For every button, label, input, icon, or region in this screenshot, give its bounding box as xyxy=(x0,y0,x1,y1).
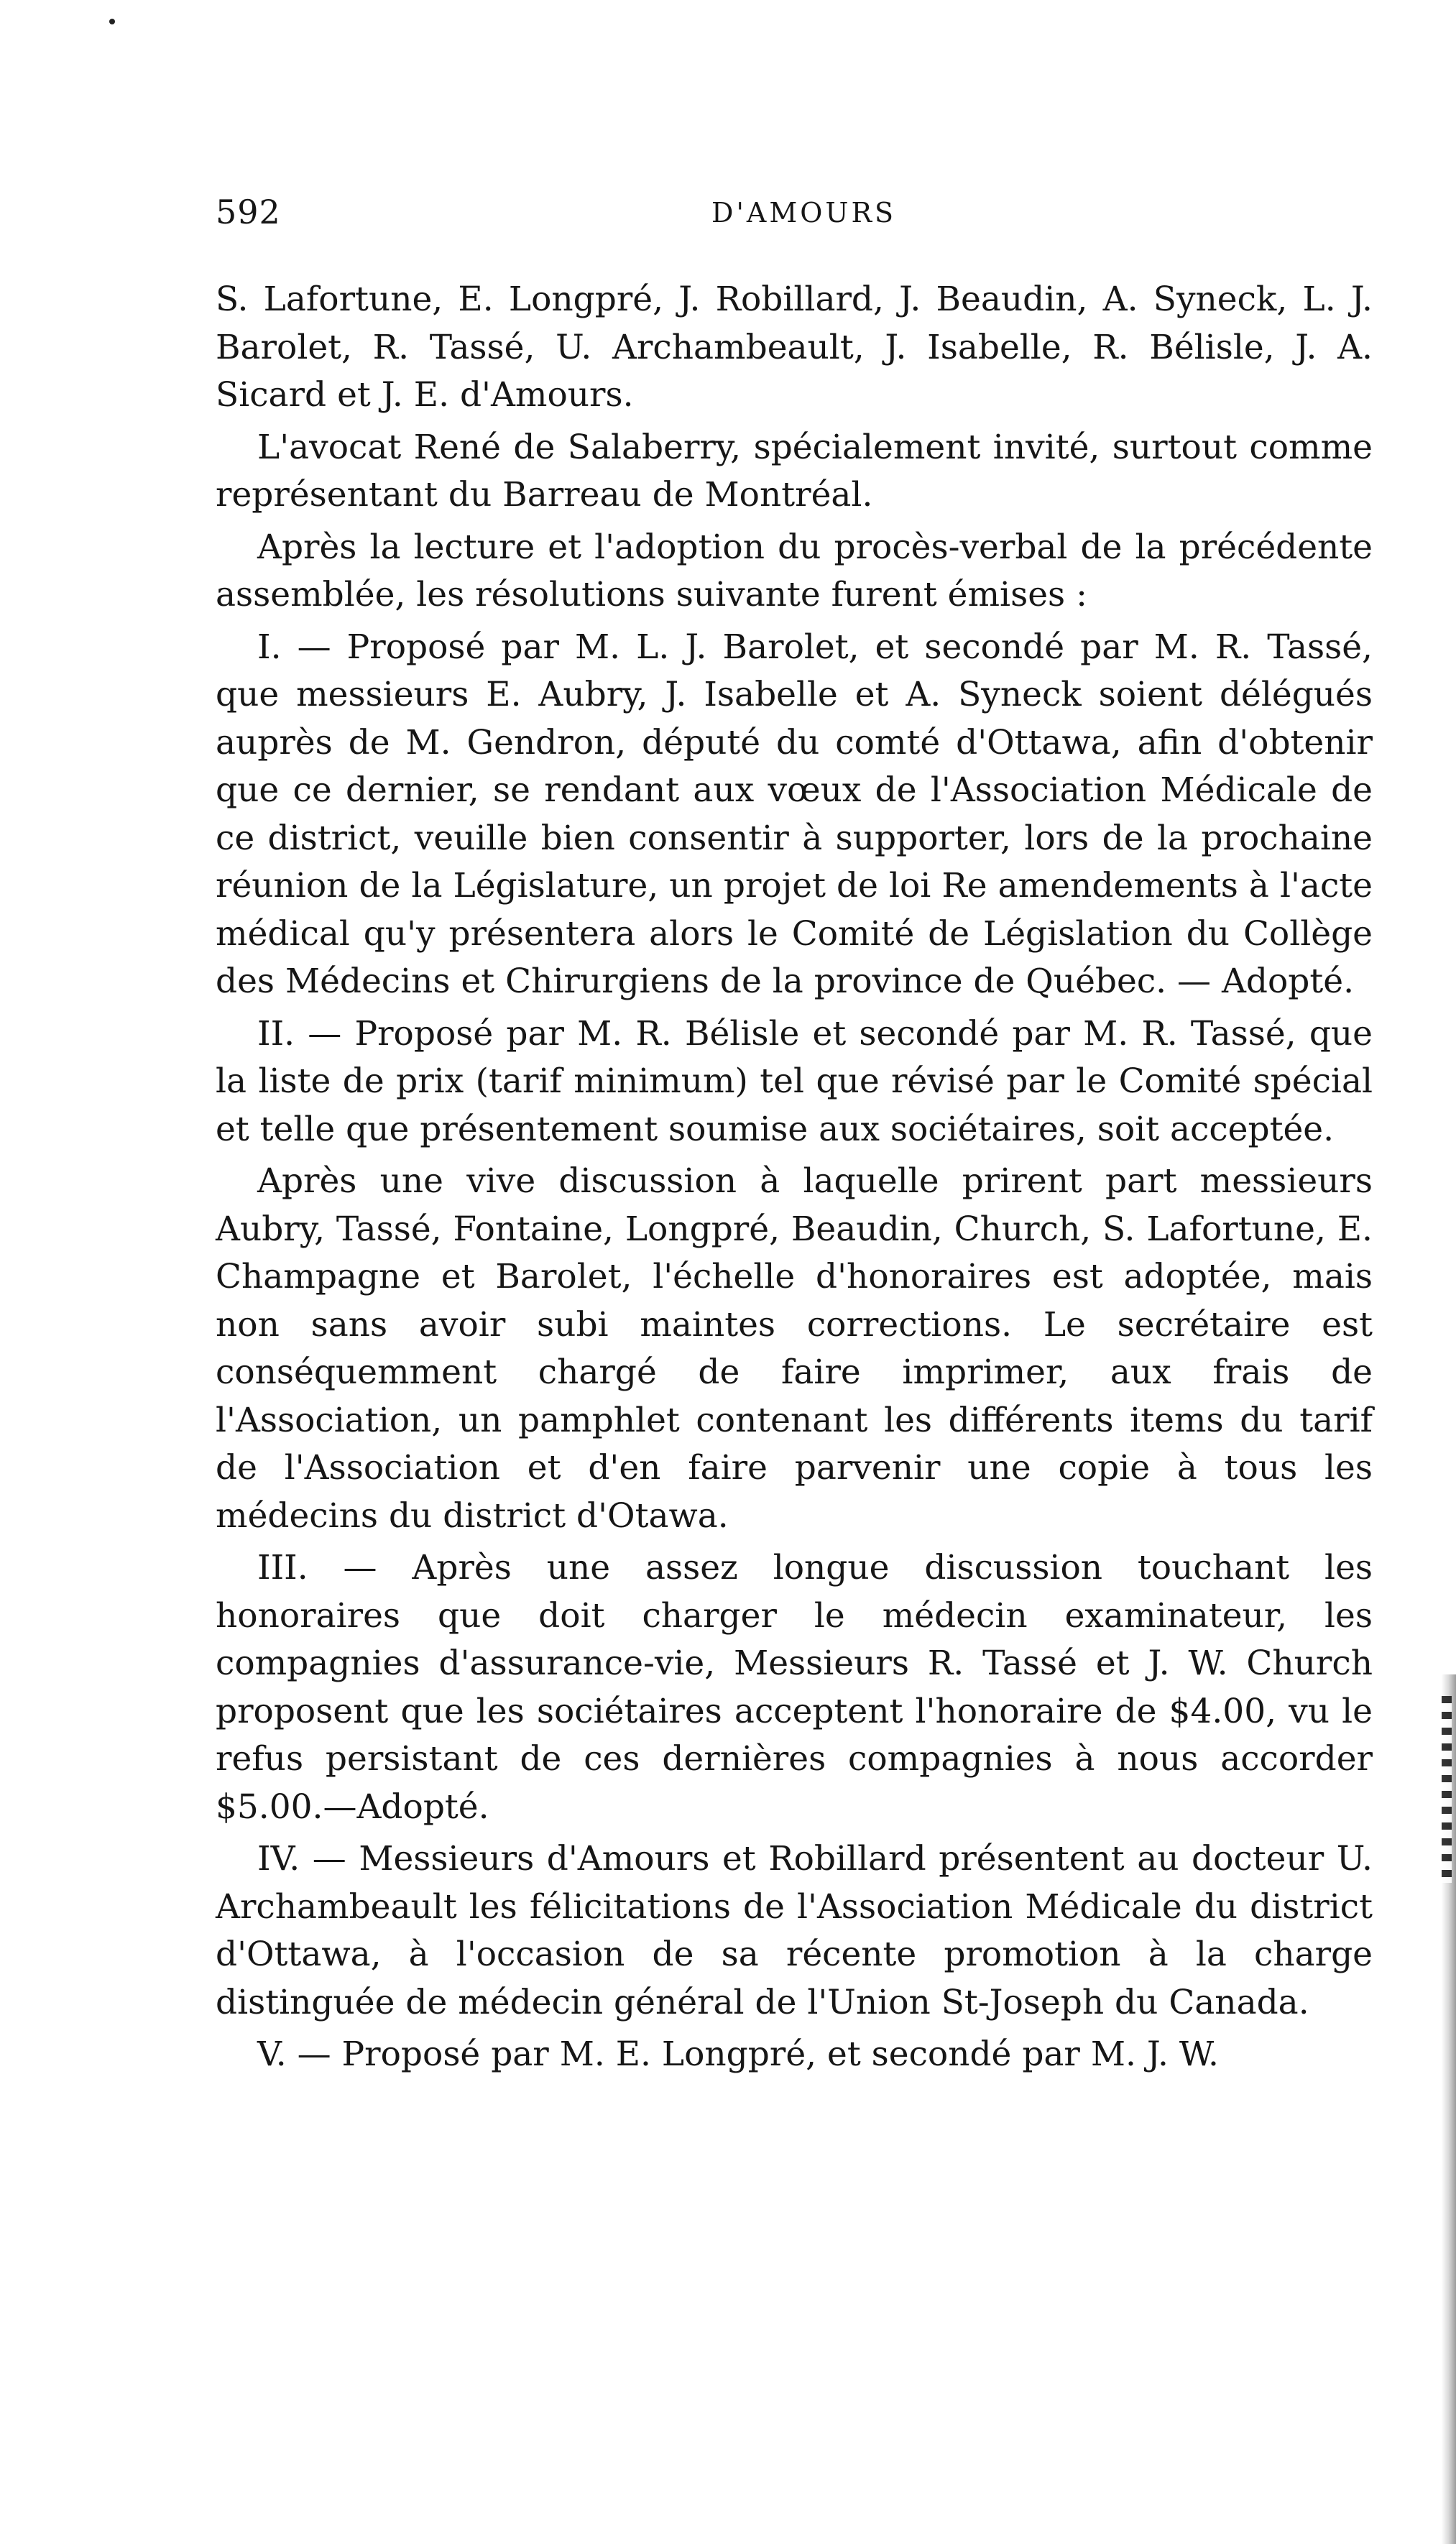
minutes-paragraph: Après la lecture et l'adoption du procès-verbal de la précédente assemblée, les résolutions suivante furent émises : xyxy=(216,527,1373,614)
resolution-5: V. — Proposé par M. E. Longpré, et secondé par M. J. W. xyxy=(257,2034,1219,2074)
page-body xyxy=(216,276,1373,2083)
resolution-4: IV. — Messieurs d'Amours et Robillard présentent au docteur U. Archambeault les félicitations de l'Association Médicale du district d'Ottawa, à l'occasion de sa récente promotion à la charge distinguée de médecin général de l'Union St-Joseph du Canada. xyxy=(216,1839,1373,2022)
ink-speck xyxy=(109,19,115,24)
page-number: 592 xyxy=(216,193,281,231)
page-header xyxy=(216,193,1365,243)
attendees-paragraph: S. Lafortune, E. Longpré, J. Robillard, J. Beaudin, A. Syneck, L. J. Barolet, R. Tassé, U. Archambeault, J. Isabelle, R. Bélisle, J. A. Sicard et J. E. d'Amours. xyxy=(216,280,1373,415)
binding-marks xyxy=(1442,1696,1452,1883)
resolution-2: II. — Proposé par M. R. Bélisle et secondé par M. R. Tassé, que la liste de prix (tarif minimum) tel que révisé par le Comité spécial et telle que présentement soumise aux sociétaires, soit acceptée. xyxy=(216,1013,1373,1149)
running-head: D'AMOURS xyxy=(711,197,897,229)
resolution-1: I. — Proposé par M. L. J. Barolet, et secondé par M. R. Tassé, que messieurs E. Aubry, J. Isabelle et A. Syneck soient délégués auprès de M. Gendron, député du comté d'Ottawa, afin d'obtenir que ce dernier, se rendant aux vœux de l'Association Médicale de ce district, veuille bien consentir à supporter, lors de la prochaine réunion de la Législature, un projet de loi Re amendements à l'acte médical qu'y présentera alors le Comité de Législation du Collège des Médecins et Chirurgiens de la province de Québec. — Adopté. xyxy=(216,627,1373,1001)
discussion-paragraph: Après une vive discussion à laquelle prirent part messieurs Aubry, Tassé, Fontaine, Longpré, Beaudin, Church, S. Lafortune, E. Champagne et Barolet, l'échelle d'honoraires est adoptée, mais non sans avoir subi maintes corrections. Le secrétaire est conséquemment chargé de faire imprimer, aux frais de l'Association, un pamphlet contenant les différents items du tarif de l'Association et d'en faire parvenir une copie à tous les médecins du district d'Otawa. xyxy=(216,1161,1373,1536)
guest-paragraph: L'avocat René de Salaberry, spécialement invité, surtout comme représentant du Barreau de Montréal. xyxy=(216,427,1373,515)
resolution-3: III. — Après une assez longue discussion touchant les honoraires que doit charger le médecin examinateur, les compagnies d'assurance-vie, Messieurs R. Tassé et J. W. Church proposent que les sociétaires acceptent l'honoraire de $4.00, vu le refus persistant de ces dernières compagnies à nous accorder $5.00.—Adopté. xyxy=(216,1548,1373,1827)
